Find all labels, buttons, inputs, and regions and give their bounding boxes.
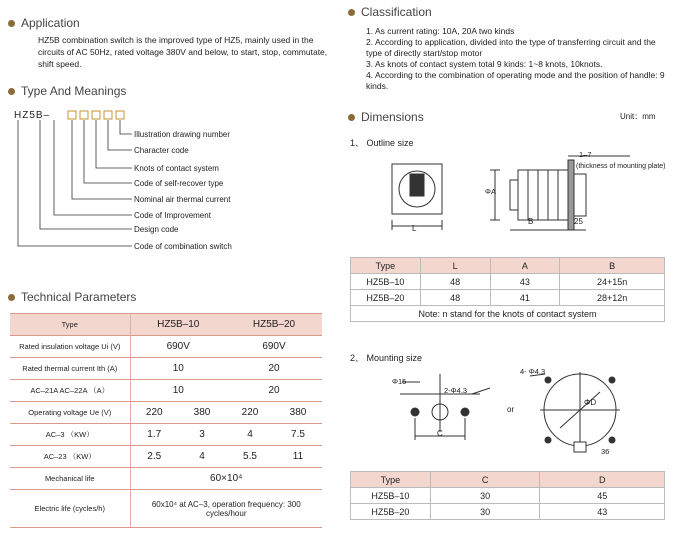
application-text: HZ5B combination switch is the improved type of HZ5, mainly used in the circuits of AC 50Hz, rated voltage 380V and below, to start, stop, commutate, shift speed. bbox=[38, 35, 328, 69]
table-row: Rated insulation voltage Ui (V) 690V 690V bbox=[10, 336, 322, 358]
table-row: Rated thermal current Ith (A) 10 20 bbox=[10, 358, 322, 380]
table-row: HZ5B–20 48 41 28+12n bbox=[351, 290, 665, 306]
table-header-row: Type C D bbox=[351, 472, 665, 488]
outline-table bbox=[350, 257, 665, 322]
mount-label-4phi: 4- Φ4.3 bbox=[520, 367, 546, 376]
code-label-self-recover: Code of self-recover type bbox=[134, 179, 224, 188]
bullet-icon bbox=[8, 20, 15, 27]
list-item: 1. As current rating: 10A, 20A two kinds bbox=[366, 26, 515, 36]
mount-label-or: or bbox=[507, 405, 515, 414]
code-label-design: Design code bbox=[134, 225, 179, 234]
outline-label-L: L bbox=[412, 224, 417, 233]
type-code: HZ5B– bbox=[14, 110, 51, 121]
technical-table bbox=[10, 313, 322, 528]
table-row: Electric life (cycles/h) 60x10⁴ at AC–3, operation frequency: 300 cycles/hour bbox=[10, 490, 322, 528]
table-row: AC–21A AC–22A （A） 10 20 bbox=[10, 380, 322, 402]
outline-heading: 1、 Outline size bbox=[350, 138, 414, 148]
bullet-icon bbox=[348, 9, 355, 16]
list-item: 4. According to the combination of operating mode and the position of handle: 9 kinds. bbox=[366, 70, 665, 91]
list-item: 3. As knots of contact system total 9 kinds: 1~8 knots, 10knots. bbox=[366, 59, 603, 69]
outline-label-phiA: ΦA bbox=[485, 187, 496, 196]
mounting-table bbox=[350, 471, 665, 520]
table-row: AC–23 （KW） 2.5 4 5.5 11 bbox=[10, 446, 322, 468]
table-row: HZ5B–10 30 45 bbox=[351, 488, 665, 504]
mounting-heading: 2、 Mounting size bbox=[350, 353, 423, 363]
bullet-icon bbox=[8, 294, 15, 301]
mount-label-phiD: ΦD bbox=[584, 398, 597, 407]
technical-title: Technical Parameters bbox=[8, 290, 136, 304]
code-label-improvement: Code of Improvement bbox=[134, 211, 211, 220]
mounting-drawing bbox=[380, 362, 665, 462]
table-header-row: Type HZ5B–10 HZ5B–20 bbox=[10, 314, 322, 336]
mount-label-phi15: Φ15 bbox=[392, 377, 407, 386]
application-title: Application bbox=[8, 16, 80, 30]
table-row: Note: n stand for the knots of contact system bbox=[351, 306, 665, 322]
type-meanings-title: Type And Meanings bbox=[8, 84, 126, 98]
table-row: AC–3 （KW） 1.7 3 4 7.5 bbox=[10, 424, 322, 446]
outline-label-thickness: (thickness of mounting plate) bbox=[576, 163, 666, 170]
table-row: Mechanical life 60×10⁴ bbox=[10, 468, 322, 490]
code-label-combination: Code of combination switch bbox=[134, 242, 232, 251]
mount-label-C: C bbox=[437, 429, 443, 438]
mount-label-2phi: 2-Φ4.3 bbox=[444, 386, 468, 395]
code-label-character: Character code bbox=[134, 146, 189, 155]
dimensions-title: Dimensions bbox=[348, 110, 424, 124]
mount-label-36: 36 bbox=[601, 447, 610, 456]
bullet-icon bbox=[8, 88, 15, 95]
classification-title: Classification bbox=[348, 5, 432, 19]
outline-label-B: B bbox=[528, 217, 534, 226]
type-code-diagram bbox=[10, 108, 135, 256]
list-item: 2. According to application, divided into the type of transferring circuit and the type of directly start/stop motor bbox=[366, 37, 656, 58]
bullet-icon bbox=[348, 114, 355, 121]
table-row: HZ5B–20 30 43 bbox=[351, 504, 665, 520]
classification-list bbox=[358, 26, 668, 92]
code-label-knots: Knots of contact system bbox=[134, 164, 219, 173]
outline-label-25: 25 bbox=[574, 217, 583, 226]
table-row: HZ5B–10 48 43 24+15n bbox=[351, 274, 665, 290]
table-header-row: Type L A B bbox=[351, 258, 665, 274]
unit-label: Unit：mm bbox=[620, 112, 656, 121]
outline-label-17: 1–7 bbox=[579, 150, 592, 159]
table-row: Operating voltage Ue (V) 220 380 220 380 bbox=[10, 402, 322, 424]
code-label-illustration: Illustration drawing number bbox=[134, 130, 231, 139]
code-label-thermal: Nominal air thermal current bbox=[134, 195, 231, 204]
